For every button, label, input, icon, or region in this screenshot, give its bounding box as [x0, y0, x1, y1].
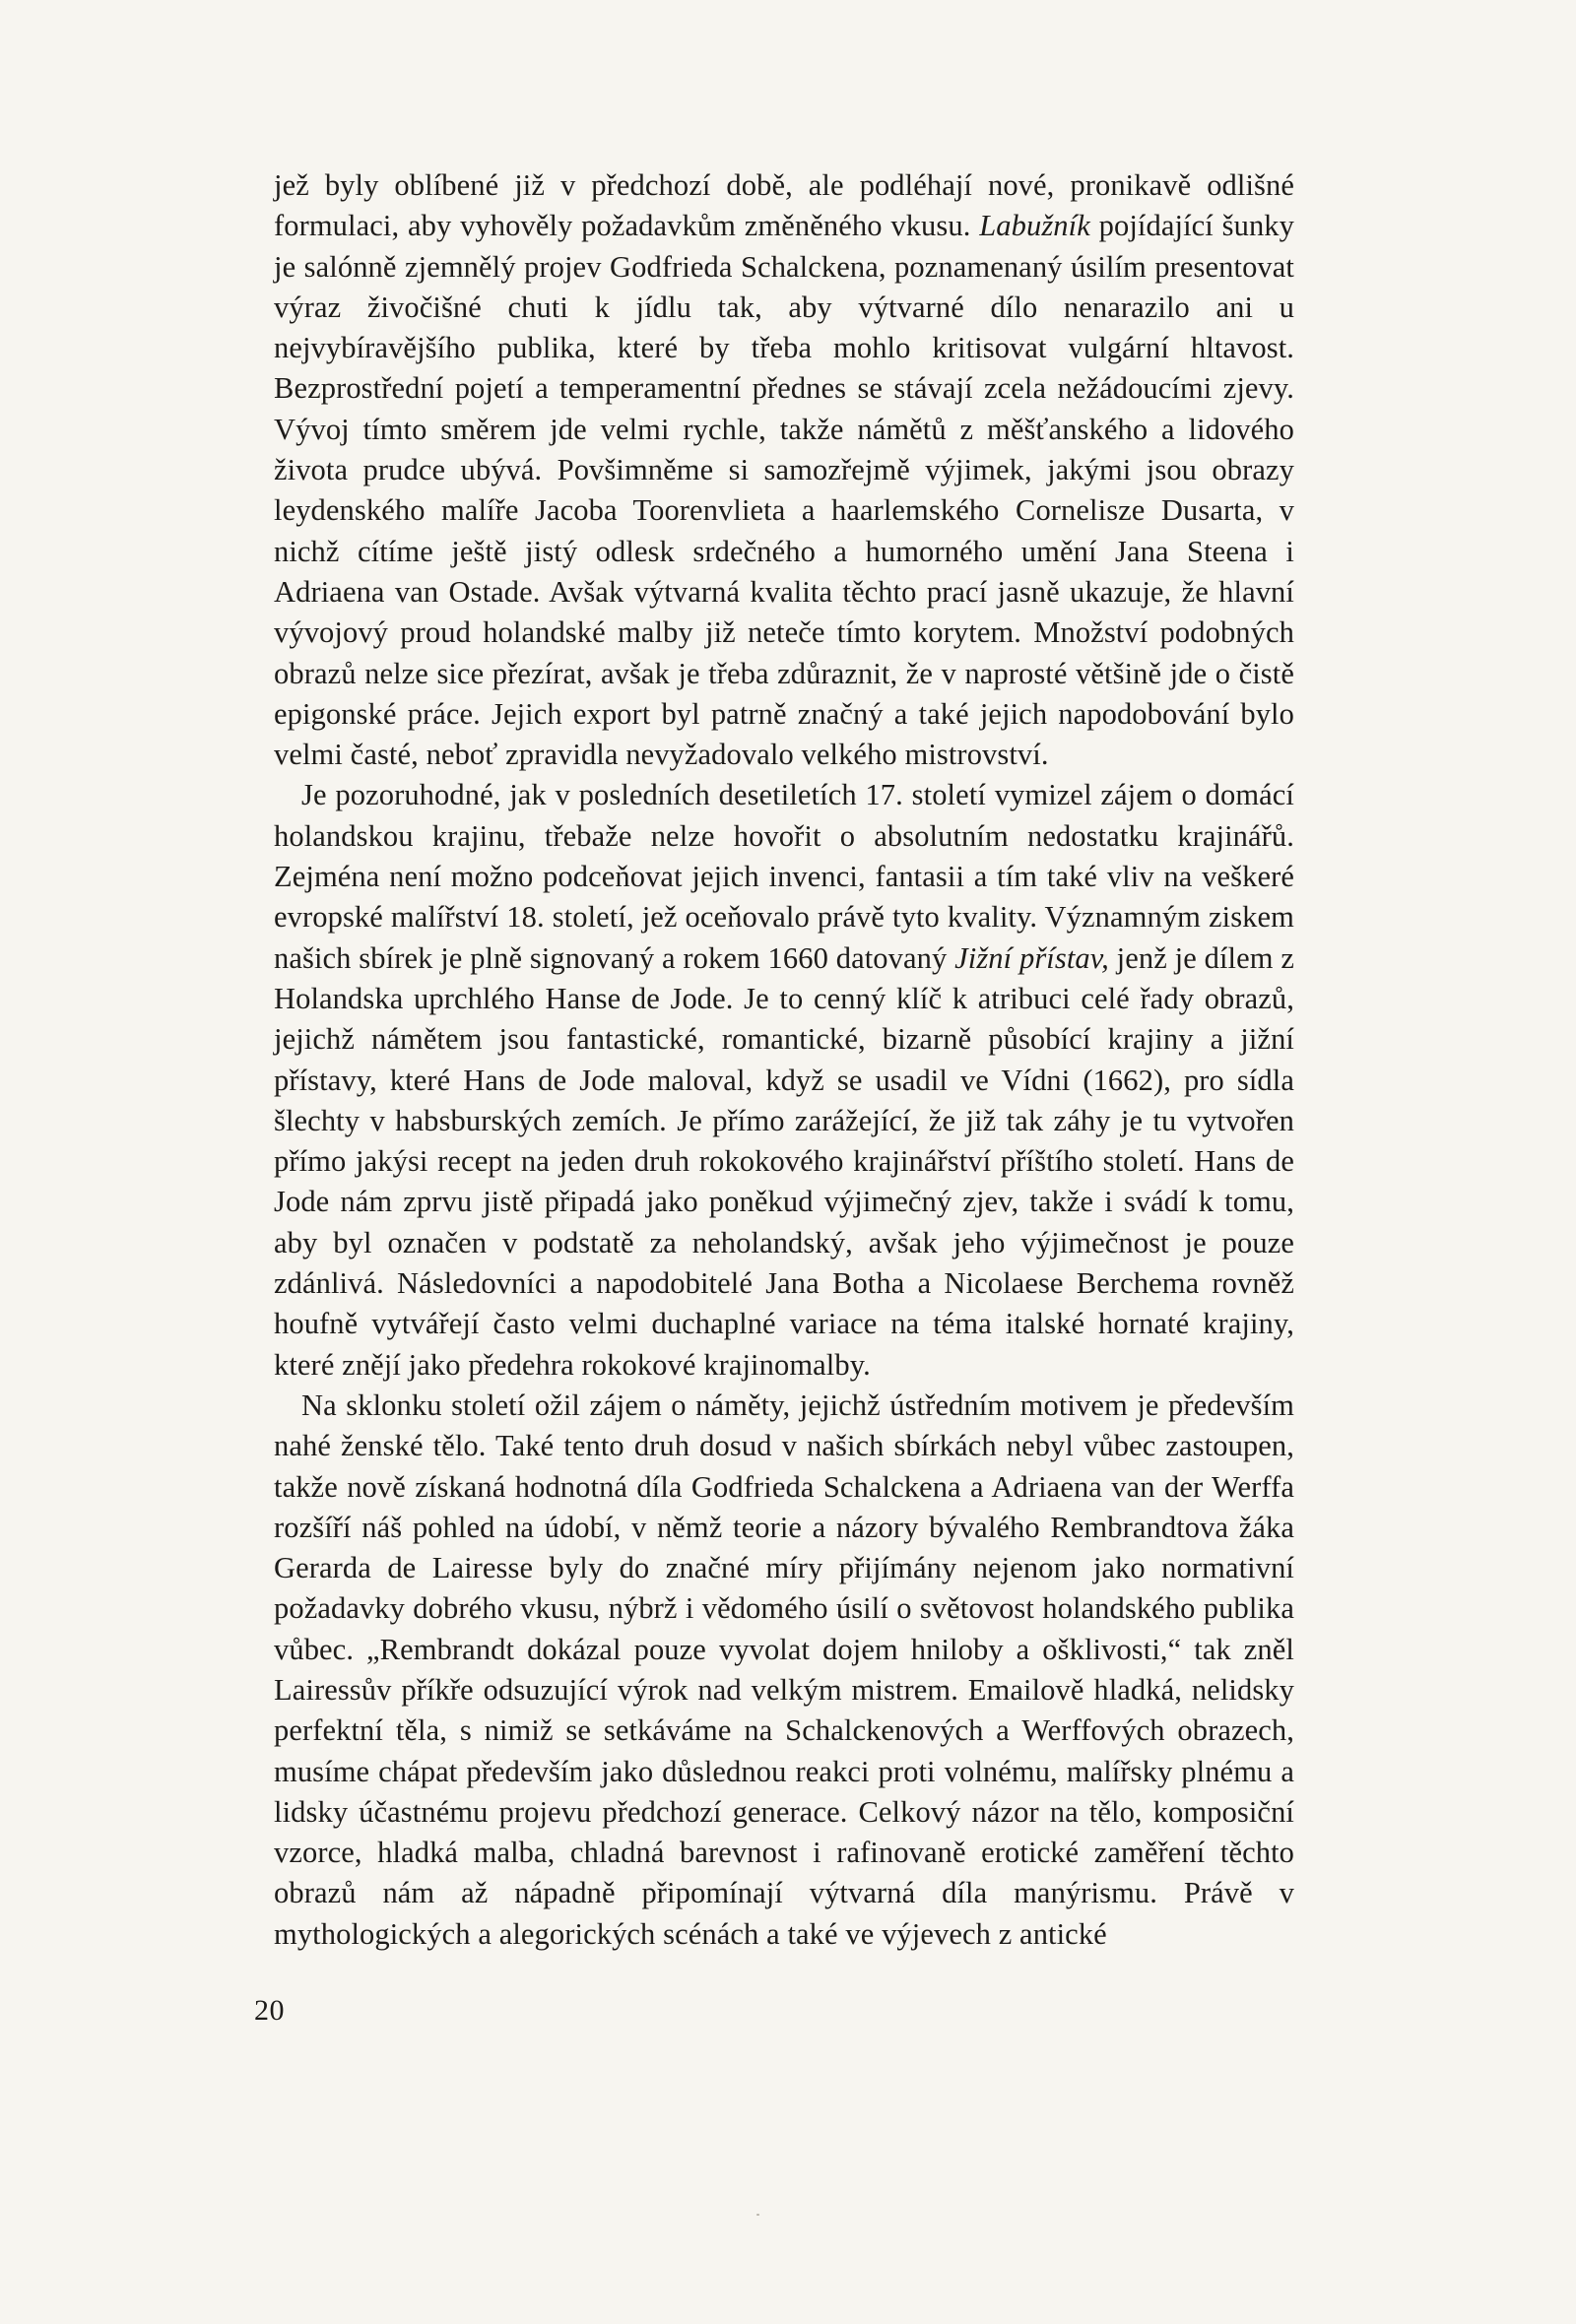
page-number: 20	[254, 1994, 285, 2027]
paper-speck	[756, 2214, 759, 2216]
paragraph-1	[274, 165, 1294, 775]
paragraph-2-text-end: jenž je dílem z Holandska uprchlého Hanse de Jode. Je to cenný klíč k atribuci celé řady obrazů, jejichž námětem jsou fantastické, romantické, bizarně působící krajiny a jižní přístavy, které Hans de Jode maloval, když se usadil ve Vídni (1662), pro sídla šlechty v habsburských zemích. Je přímo zarážející, že již tak záhy je tu vytvořen přímo jakýsi recept na jeden druh rokokového krajinářství příštího století. Hans de Jode nám zprvu jistě připadá jako poněkud výjimečný zjev, takže i svádí k tomu, aby byl označen v podstatě za neholandský, avšak jeho výjimečnost je pouze zdánlivá. Následovníci a napodobitelé Jana Botha a Nicolaese Berchema rovněž houfně vytvářejí často velmi duchaplné variace na téma italské hornaté krajiny, které znějí jako předehra rokokové krajinomalby.	[274, 940, 1295, 1382]
artwork-title-labuznik: Labužník	[979, 209, 1090, 243]
paragraph-1-text-end: pojídající šunky je salónně zjemnělý projev Godfrieda Schalckena, poznamenaný úsilím presentovat výraz živočišné chuti k jídlu tak, aby výtvarné dílo nenarazilo ani u nejvybíravějšího publika, které by třeba mohlo kritisovat vulgární hltavost. Bezprostřední pojetí a temperamentní přednes se stávají zcela nežádoucími zjevy. Vývoj tímto směrem jde velmi rychle, takže námětů z měšťanského a lidového života prudce ubývá. Povšimněme si samozřejmě výjimek, jakými jsou obrazy leydenského malíře Jacoba Toorenvlieta a haarlemského Cornelisze Dusarta, v nichž cítíme ještě jistý odlesk srdečného a humorného umění Jana Steena i Adriaena van Ostade. Avšak výtvarná kvalita těchto prací jasně ukazuje, že hlavní vývojový proud holandské malby již neteče tímto korytem. Množství podobných obrazů nelze sice přezírat, avšak je třeba zdůraznit, že v naprosté většině jde o čistě epigonské práce. Jejich export byl patrně značný a také jejich napodobování bylo velmi časté, neboť zpravidla nevyžadovalo velkého mistrovství.	[274, 209, 1294, 772]
artwork-title-jizni-pristav: Jižní přístav,	[954, 940, 1109, 975]
paragraph-3	[274, 1386, 1294, 1955]
paragraph-2	[274, 775, 1294, 1385]
paragraph-2-text-start: Je pozoruhodné, jak v posledních desetiletích 17. století vymizel zájem o domácí holandskou krajinu, třebaže nelze hovořit o absolutním nedostatku krajinářů. Zejména není možno podceňovat jejich invenci, fantasii a tím také vliv na veškeré evropské malířství 18. století, jež oceňovalo právě tyto kvality. Významným ziskem našich sbírek je plně signovaný a rokem 1660 datovaný	[274, 778, 1294, 975]
paragraph-3-text: Na sklonku století ožil zájem o náměty, jejichž ústředním motivem je především nahé ženské tělo. Také tento druh dosud v našich sbírkách nebyl vůbec zastoupen, takže nově získaná hodnotná díla Godfrieda Schalckena a Adriaena van der Werffa rozšíří náš pohled na údobí, v němž teorie a názory bývalého Rembrandtova žáka Gerarda de Lairesse byly do značné míry přijímány nejenom jako normativní požadavky dobrého vkusu, nýbrž i vědomého úsilí o světovost holandského publika vůbec. „Rembrandt dokázal pouze vyvolat dojem hniloby a ošklivosti,“ tak zněl Lairessův příkře odsuzující výrok nad velkým mistrem. Emailově hladká, nelidsky perfektní těla, s nimiž se setkáváme na Schalckenových a Werffových obrazech, musíme chápat především jako důslednou reakci proti volnému, malířsky plnému a lidsky účastnému projevu předchozí generace. Celkový názor na tělo, komposiční vzorce, hladká malba, chladná barevnost i rafinovaně erotické zaměření těchto obrazů nám až nápadně připomínají výtvarná díla manýrismu. Právě v mythologických a alegorických scénách a také ve výjevech z antické	[274, 1388, 1294, 1951]
paragraph-1-text-start: jež byly oblíbené již v předchozí době, ale podléhají nové, pronikavě odlišné formulaci, aby vyhověly požadavkům změněného vkusu.	[274, 168, 1294, 243]
body-text	[274, 165, 1294, 1955]
